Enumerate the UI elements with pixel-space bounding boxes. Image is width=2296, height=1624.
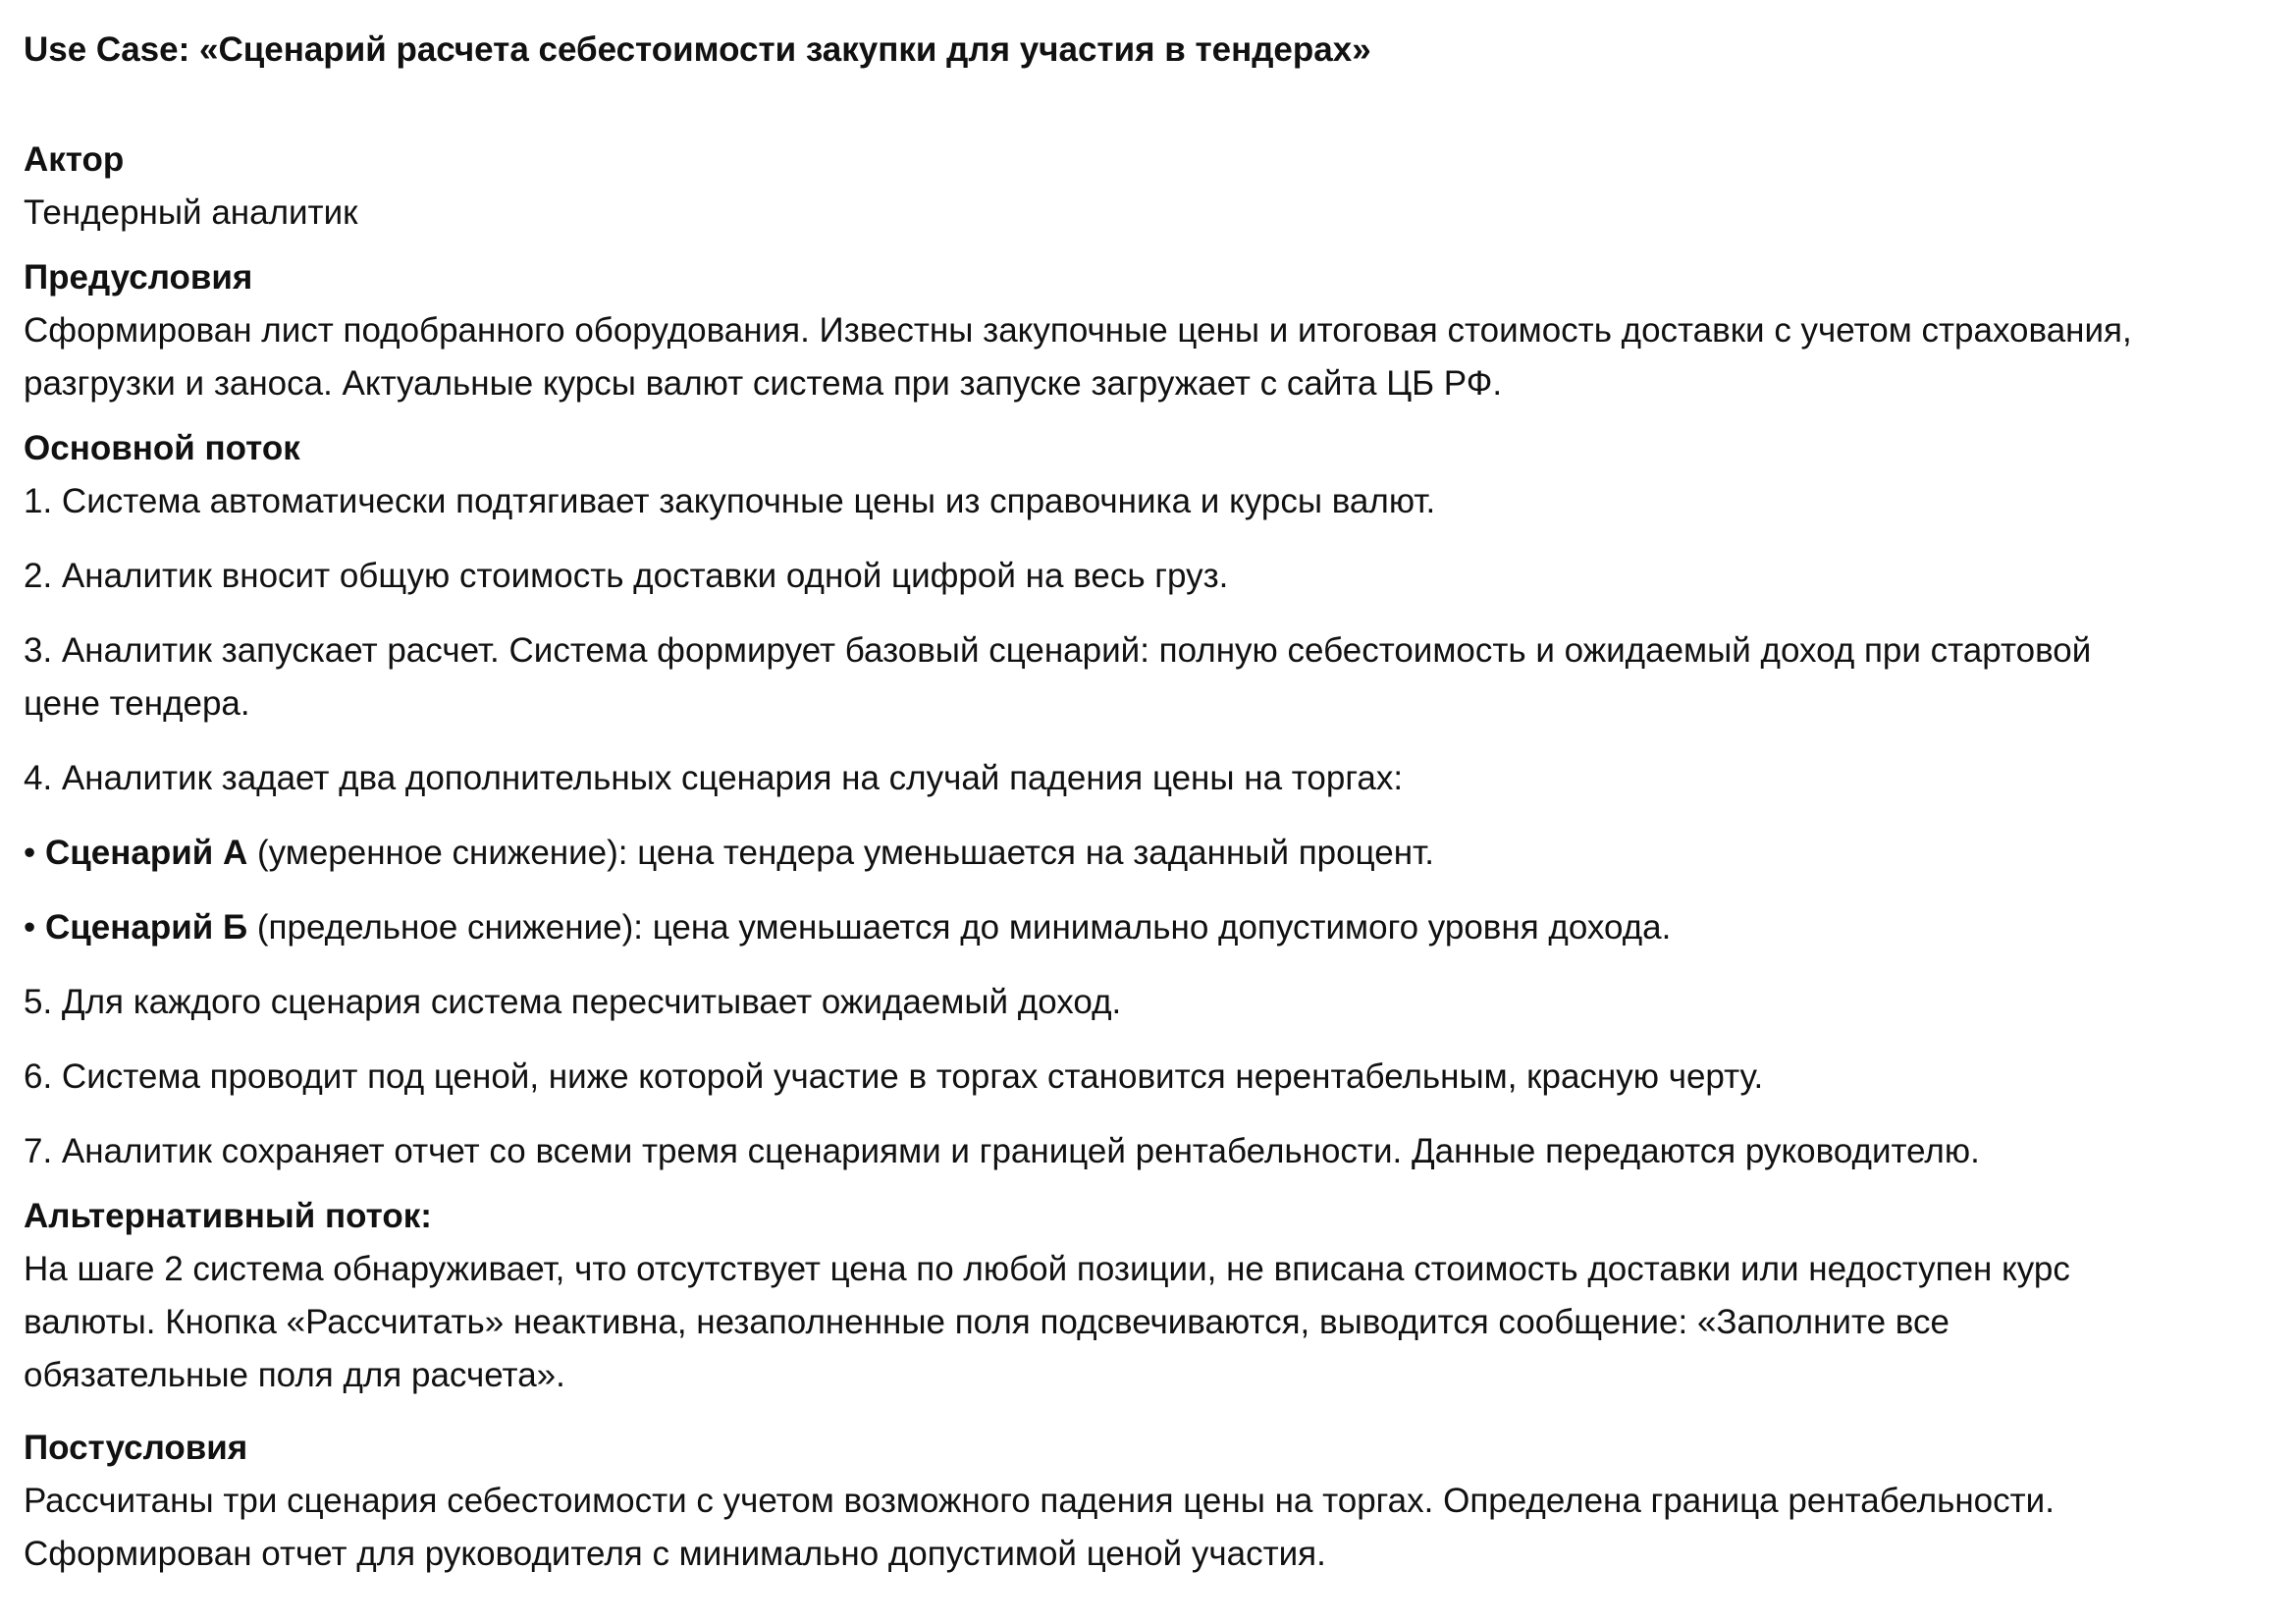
main-flow-step-7: 7. Аналитик сохраняет отчет со всеми тремя сценариями и границей рентабельности. Данные передаются руководителю. [24,1132,1980,1170]
scenario-b-text: (предельное снижение): цена уменьшается до минимально допустимого уровня дохода. [247,908,1672,947]
preconditions-line-1: Сформирован лист подобранного оборудования. Известны закупочные цены и итоговая стоимость доставки с учетом страхования, [24,311,2132,350]
main-flow-step-5: 5. Для каждого сценария система пересчитывает ожидаемый доход. [24,983,1122,1021]
actor-text: Тендерный аналитик [24,193,358,232]
main-flow-step-3-line-2: цене тендера. [24,684,250,723]
scenario-b-bullet [24,901,2271,954]
main-flow-step-6: 6. Система проводит под ценой, ниже которой участие в торгах становится нерентабельным, красную черту. [24,1057,1764,1096]
main-flow-step-4: 4. Аналитик задает два дополнительных сценария на случай падения цены на торгах: [24,759,1404,797]
scenario-a-bullet [24,827,2271,880]
scenario-a-text: (умеренное снижение): цена тендера уменьшается на заданный процент. [247,834,1434,872]
use-case-document [24,24,2271,1581]
actor-heading: Актор [24,140,125,179]
alt-flow-line-1: На шаге 2 система обнаруживает, что отсутствует цена по любой позиции, не вписана стоимость доставки или недоступен курс [24,1250,2070,1288]
bullet-marker: • [24,834,36,872]
postconditions-line-1: Рассчитаны три сценария себестоимости с учетом возможного падения цены на торгах. Определена граница рентабельности. [24,1482,2055,1520]
alt-flow-line-2: валюты. Кнопка «Рассчитать» неактивна, незаполненные поля подсвечиваются, выводится сообщение: «Заполните все [24,1303,1949,1341]
postconditions-section [24,1422,2271,1581]
alt-flow-heading: Альтернативный поток: [24,1197,432,1235]
alt-flow-line-3: обязательные поля для расчета». [24,1356,565,1394]
preconditions-section [24,251,2271,410]
scenario-a-name: Сценарий А [45,834,248,872]
postconditions-line-2: Сформирован отчет для руководителя с минимально допустимой ценой участия. [24,1535,1326,1573]
main-flow-section [24,422,2271,1178]
actor-section [24,134,2271,240]
document-title: Use Case: «Сценарий расчета себестоимости закупки для участия в тендерах» [24,30,1371,69]
main-flow-step-1: 1. Система автоматически подтягивает закупочные цены из справочника и курсы валют. [24,482,1436,520]
main-flow-step-2: 2. Аналитик вносит общую стоимость доставки одной цифрой на весь груз. [24,557,1229,595]
preconditions-heading: Предусловия [24,258,253,297]
main-flow-step-3-line-1: 3. Аналитик запускает расчет. Система формирует базовый сценарий: полную себестоимость и ожидаемый доход при стартовой [24,631,2092,670]
scenario-b-name: Сценарий Б [45,908,248,947]
bullet-marker: • [24,908,36,947]
alt-flow-section [24,1190,2271,1402]
postconditions-heading: Постусловия [24,1429,248,1467]
main-flow-heading: Основной поток [24,429,300,467]
preconditions-line-2: разгрузки и заноса. Актуальные курсы валют система при запуске загружает с сайта ЦБ РФ. [24,364,1503,403]
